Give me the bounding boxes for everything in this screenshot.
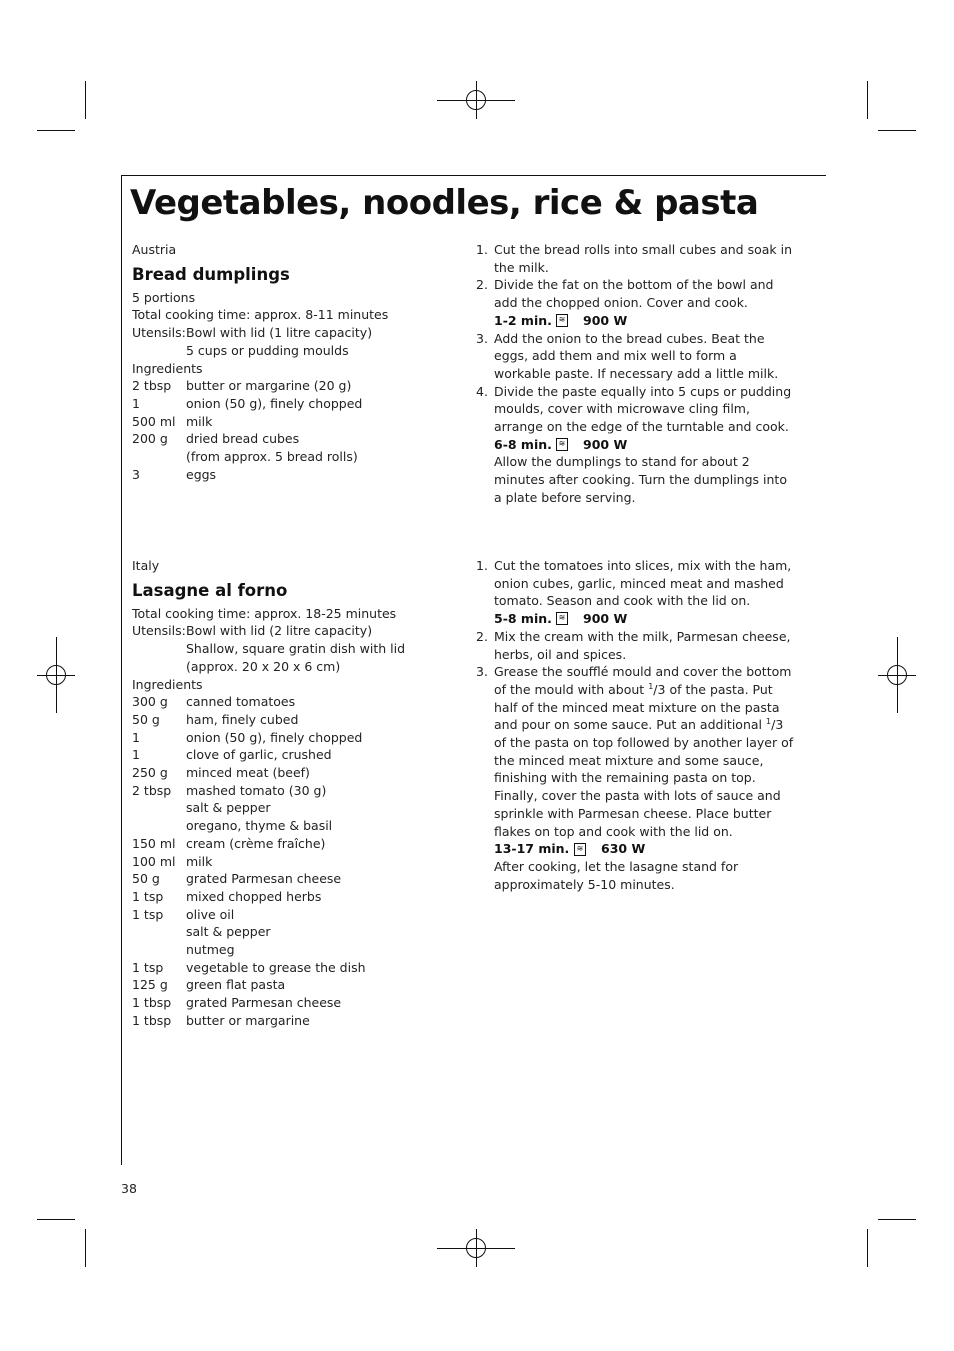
standing-note: Allow the dumplings to stand for about 2 minutes after cooking. Turn the dumplings into a plate before serving. xyxy=(494,454,787,505)
ingredient-row xyxy=(132,377,432,395)
ingredient-item: onion (50 g), finely chopped xyxy=(186,395,363,411)
ingredient-qty: 2 tbsp xyxy=(132,378,172,394)
crop-mark xyxy=(85,81,86,119)
ingredients-label: Ingredients xyxy=(132,676,203,692)
ingredient-row xyxy=(132,395,432,413)
ingredient-qty: 1 tsp xyxy=(132,888,164,904)
ingredient-qty: 50 g xyxy=(132,711,160,727)
ingredient-qty: 150 ml xyxy=(132,835,176,851)
ingredient-item: cream (crème fraîche) xyxy=(186,835,326,851)
ingredient-item: clove of garlic, crushed xyxy=(186,747,332,763)
ingredient-item: milk xyxy=(186,413,213,429)
step-number: 1. xyxy=(476,558,488,573)
microwave-icon: ≋ xyxy=(556,314,568,327)
crop-mark xyxy=(85,1229,86,1267)
recipe1-title: Bread dumplings xyxy=(132,264,290,284)
page-frame-left xyxy=(121,175,122,1165)
ingredient-qty: 100 ml xyxy=(132,853,176,869)
ingredient-row xyxy=(132,959,432,977)
fraction-denominator: 3 xyxy=(657,681,666,697)
utensils-label: Utensils: xyxy=(132,623,186,639)
crop-mark xyxy=(867,1229,868,1267)
setting-power: 900 W xyxy=(583,611,628,627)
utensils-item: Bowl with lid (2 litre capacity) xyxy=(186,623,373,639)
crop-mark xyxy=(878,1219,916,1220)
ingredient-qty: 250 g xyxy=(132,765,168,781)
crop-mark xyxy=(37,1219,75,1220)
setting-time: 5-8 min. xyxy=(494,611,552,627)
fraction-numerator: 1 xyxy=(766,717,772,727)
microwave-setting xyxy=(494,840,798,858)
ingredient-row xyxy=(132,870,432,888)
utensils-item: (approx. 20 x 20 x 6 cm) xyxy=(186,658,341,674)
ingredient-qty: 200 g xyxy=(132,431,168,447)
method-step: 3. Grease the soufflé mould and cover the bottom of the mould with about $^1$/3 of the pasta. Put half of the minced meat mixture on the pasta and pour on some sauce. Put an additional $^1$/3 of the pasta on top followed by another layer of the minced meat mixture and some sauce, finishing with the remaining pasta on top. Finally, cover the pasta with lots of sauce and sprinkle with Parmesan cheese. Place butter flakes on top and cook with the lid on. 13-17 min. ≋ 630 W After cooking, let the lasagne stand for approximately 5-10 minutes. xyxy=(476,663,798,893)
ingredient-item: olive oil xyxy=(186,906,235,922)
ingredient-row xyxy=(132,799,432,817)
microwave-icon: ≋ xyxy=(574,843,586,856)
ingredient-row xyxy=(132,448,432,466)
step-text: Add the onion to the bread cubes. Beat the eggs, add them and mix well to form a workable paste. If necessary add a little milk. xyxy=(494,330,779,381)
ingredient-item: salt & pepper xyxy=(186,924,271,940)
ingredient-item: minced meat (beef) xyxy=(186,765,310,781)
ingredient-row xyxy=(132,817,432,835)
setting-time: 1-2 min. xyxy=(494,312,552,328)
step-text: of the pasta on top followed by another layer of the minced meat mixture and some sauce, finishing with the remaining pasta on top. Finally, cover the pasta with lots of sauce and sprinkle with Parmesan cheese. Place butter flakes on top and cook with the lid on. xyxy=(494,735,794,839)
setting-time: 6-8 min. xyxy=(494,436,552,452)
registration-circle xyxy=(466,90,486,110)
ingredient-row xyxy=(132,994,432,1012)
method-step xyxy=(476,241,796,276)
recipe2-country: Italy xyxy=(132,558,160,573)
setting-time: 13-17 min. xyxy=(494,841,570,857)
microwave-icon: ≋ xyxy=(556,612,568,625)
method-step xyxy=(476,383,796,507)
registration-circle xyxy=(466,1238,486,1258)
method-step xyxy=(476,557,798,628)
ingredient-item: ham, finely cubed xyxy=(186,711,299,727)
ingredient-qty: 1 xyxy=(132,395,140,411)
ingredient-item: grated Parmesan cheese xyxy=(186,995,342,1011)
method-step xyxy=(476,276,796,329)
standing-note: After cooking, let the lasagne stand for approximately 5-10 minutes. xyxy=(494,858,739,892)
step-text: Divide the paste equally into 5 cups or pudding moulds, cover with microwave cling film, arrange on the edge of the turntable and cook. xyxy=(494,383,792,435)
microwave-setting xyxy=(494,610,798,628)
recipe2-method xyxy=(476,557,798,893)
ingredient-row xyxy=(132,782,432,800)
step-text: Cut the bread rolls into small cubes and soak in the milk. xyxy=(494,242,793,275)
step-text: Grease the soufflé mould and cover the bottom of the mould with about xyxy=(494,664,792,697)
ingredient-row xyxy=(132,941,432,959)
ingredient-item: grated Parmesan cheese xyxy=(186,871,342,887)
registration-circle xyxy=(887,665,907,685)
recipe1-method xyxy=(476,241,796,507)
step-number: 2. xyxy=(476,277,488,293)
ingredient-qty: 300 g xyxy=(132,694,168,710)
ingredient-item: dried bread cubes xyxy=(186,431,300,447)
recipe2-title: Lasagne al forno xyxy=(132,580,288,600)
ingredient-item: vegetable to grease the dish xyxy=(186,959,366,975)
ingredient-item: mashed tomato (30 g) xyxy=(186,782,327,798)
page-title: Vegetables, noodles, rice & pasta xyxy=(130,183,759,223)
ingredient-item: oregano, thyme & basil xyxy=(186,818,333,834)
microwave-icon: ≋ xyxy=(556,438,568,451)
recipe1-country: Austria xyxy=(132,242,177,257)
ingredient-row xyxy=(132,693,432,711)
step-text: Cut the tomatoes into slices, mix with the ham, onion cubes, garlic, minced meat and mashed tomato. Season and cook with the lid on. xyxy=(494,558,792,609)
ingredient-list xyxy=(132,377,432,483)
utensils-item: Bowl with lid (1 litre capacity) xyxy=(186,325,373,341)
method-step xyxy=(476,628,798,663)
ingredient-row xyxy=(132,466,432,484)
step-number: 2. xyxy=(476,628,488,644)
ingredient-row xyxy=(132,1012,432,1030)
fraction-numerator: 1 xyxy=(648,681,654,691)
recipe2-info xyxy=(132,557,432,1030)
setting-power: 630 W xyxy=(601,841,646,857)
step-number: 3. xyxy=(476,664,488,680)
recipe1-utensils xyxy=(132,324,432,342)
ingredient-list xyxy=(132,693,432,1029)
recipe1-cooking-time: Total cooking time: approx. 8-11 minutes xyxy=(132,307,389,323)
ingredient-qty: 1 tsp xyxy=(132,959,164,975)
ingredient-item: butter or margarine xyxy=(186,1012,310,1028)
ingredient-qty: 1 tbsp xyxy=(132,995,172,1011)
ingredient-item: nutmeg xyxy=(186,942,235,958)
crop-mark xyxy=(37,130,75,131)
crop-mark xyxy=(878,130,916,131)
step-text: Divide the fat on the bottom of the bowl and add the chopped onion. Cover and cook. xyxy=(494,277,774,311)
ingredient-row xyxy=(132,711,432,729)
ingredient-qty: 1 tbsp xyxy=(132,1012,172,1028)
step-text: of the pasta. Put half of the minced meat mixture on the pasta and pour on some sauce. Put an additional xyxy=(494,681,780,733)
ingredient-qty: 125 g xyxy=(132,977,168,993)
ingredient-qty: 1 tsp xyxy=(132,906,164,922)
step-text: Mix the cream with the milk, Parmesan cheese, herbs, oil and spices. xyxy=(494,628,791,662)
ingredient-item: eggs xyxy=(186,466,217,482)
ingredient-qty xyxy=(132,941,186,959)
step-number: 3. xyxy=(476,330,488,346)
ingredient-qty: 2 tbsp xyxy=(132,782,172,798)
step-number: 4. xyxy=(476,383,488,399)
utensils-label: Utensils: xyxy=(132,325,186,341)
ingredient-qty xyxy=(132,448,186,466)
ingredient-qty xyxy=(132,799,186,817)
microwave-setting xyxy=(494,312,796,330)
ingredient-row xyxy=(132,764,432,782)
page-number: 38 xyxy=(121,1181,137,1196)
ingredient-row xyxy=(132,835,432,853)
recipe1-info xyxy=(132,241,432,483)
setting-power: 900 W xyxy=(583,312,628,328)
ingredient-item: butter or margarine (20 g) xyxy=(186,378,352,394)
step-number: 1. xyxy=(476,242,488,257)
ingredient-qty: 1 xyxy=(132,729,140,745)
method-step xyxy=(476,330,796,383)
ingredient-row xyxy=(132,413,432,431)
ingredient-row xyxy=(132,729,432,747)
ingredient-row xyxy=(132,888,432,906)
utensils-item: Shallow, square gratin dish with lid xyxy=(186,641,406,657)
ingredient-qty: 50 g xyxy=(132,871,160,887)
ingredient-qty: 1 xyxy=(132,747,140,763)
utensils-item: 5 cups or pudding moulds xyxy=(186,342,349,358)
ingredient-qty xyxy=(132,817,186,835)
ingredient-row xyxy=(132,906,432,924)
recipe2-utensils xyxy=(132,622,432,640)
crop-mark xyxy=(867,81,868,119)
ingredient-item: onion (50 g), finely chopped xyxy=(186,729,363,745)
ingredient-row xyxy=(132,746,432,764)
registration-circle xyxy=(46,665,66,685)
ingredient-qty: 500 ml xyxy=(132,413,176,429)
ingredient-row xyxy=(132,430,432,448)
ingredient-item: milk xyxy=(186,853,213,869)
ingredient-qty: 3 xyxy=(132,466,140,482)
page-frame-top xyxy=(121,175,826,176)
ingredient-item: green flat pasta xyxy=(186,977,286,993)
ingredient-item: canned tomatoes xyxy=(186,694,296,710)
ingredients-label: Ingredients xyxy=(132,360,203,376)
ingredient-item: (from approx. 5 bread rolls) xyxy=(186,449,358,465)
ingredient-item: mixed chopped herbs xyxy=(186,888,322,904)
recipe2-cooking-time: Total cooking time: approx. 18-25 minutes xyxy=(132,605,397,621)
setting-power: 900 W xyxy=(583,436,628,452)
recipe1-portions: 5 portions xyxy=(132,289,196,305)
ingredient-item: salt & pepper xyxy=(186,800,271,816)
microwave-setting xyxy=(494,436,796,454)
ingredient-qty xyxy=(132,923,186,941)
ingredient-row xyxy=(132,853,432,871)
ingredient-row xyxy=(132,923,432,941)
ingredient-row xyxy=(132,976,432,994)
fraction-denominator: 3 xyxy=(775,717,784,733)
